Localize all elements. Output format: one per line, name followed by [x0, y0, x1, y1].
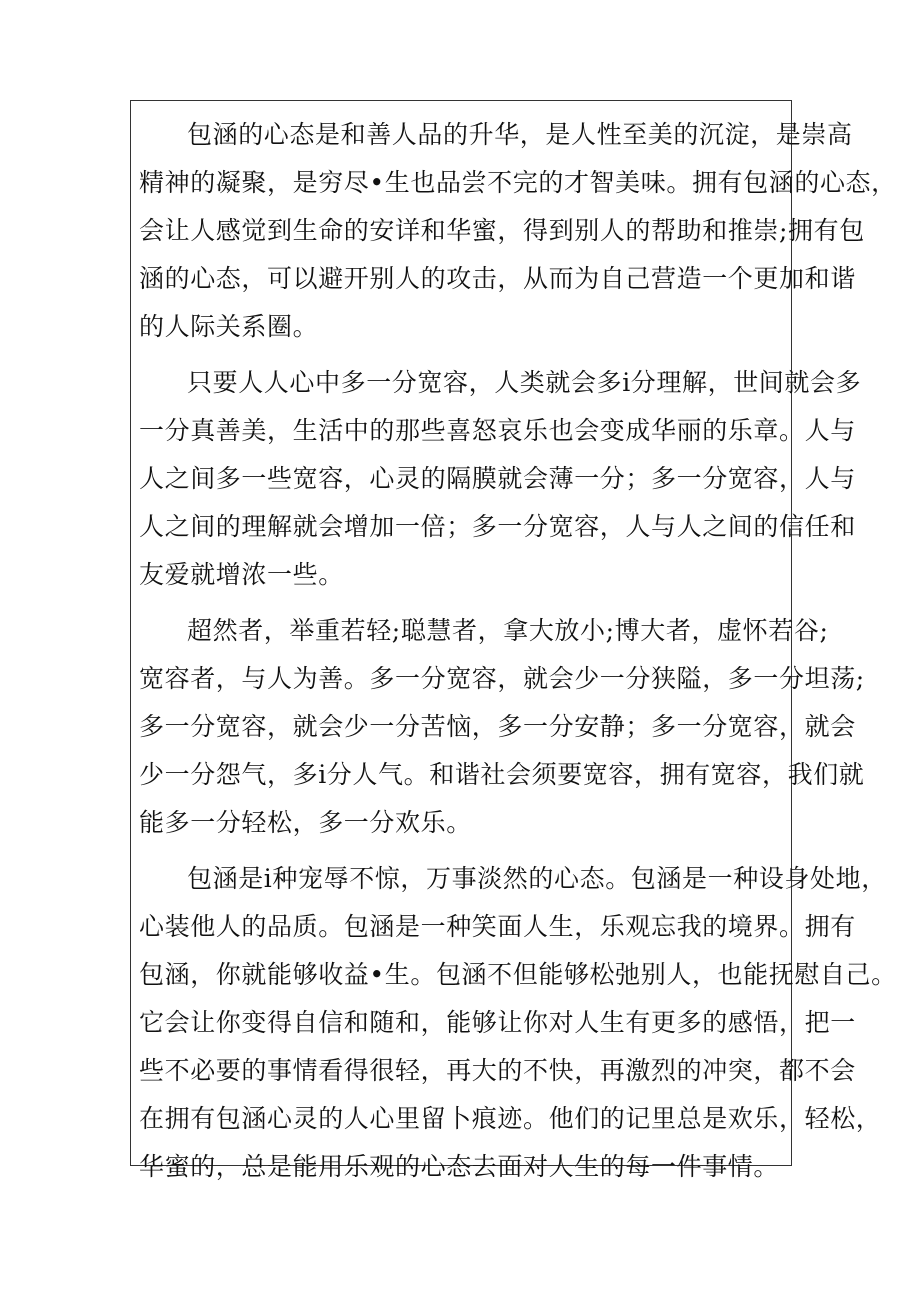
- paragraph-line: 包涵的心态是和善人品的升华，是人性至美的沉淀，是崇高: [187, 120, 853, 149]
- paragraph-line: 些不必要的事情看得很轻，再大的不快，再激烈的冲突，都不会: [139, 1056, 856, 1085]
- paragraph-line: 一分真善美，生活中的那些喜怒哀乐也会变成华丽的乐章。人与: [139, 416, 856, 445]
- paragraph-line: 它会让你变得自信和随和，能够让你对人生有更多的感悟，把一: [139, 1008, 856, 1037]
- paragraph-line: 友爱就增浓一些。: [139, 560, 344, 589]
- paragraph-line: 精神的凝聚，是穷尽•生也品尝不完的才智美味。拥有包涵的心态，: [139, 168, 897, 197]
- paragraph-line: 人之间的理解就会增加一倍；多一分宽容，人与人之间的信任和: [139, 512, 856, 541]
- paragraph-line: 宽容者，与人为善。多一分宽容，就会少一分狭隘，多一分坦荡;: [139, 664, 865, 693]
- paragraph-line: 包涵，你就能够收益•生。包涵不但能够松弛别人，也能抚慰自己。: [139, 960, 897, 989]
- paragraph-line: 多一分宽容，就会少一分苦恼，多一分安静；多一分宽容，就会: [139, 712, 856, 741]
- document-body: [139, 111, 897, 1199]
- paragraph-line: 包涵是i种宠辱不惊，万事淡然的心态。包涵是一种设身处地，: [187, 864, 887, 893]
- paragraph-line: 能多一分轻松，多一分欢乐。: [139, 808, 472, 837]
- paragraph-line: 华蜜的，总是能用乐观的心态去面对人生的每一件事情。: [139, 1152, 780, 1181]
- paragraph-line: 涵的心态，可以避开别人的攻击，从而为自己营造一个更加和谐: [139, 264, 856, 293]
- text-frame: [130, 100, 897, 1181]
- paragraph-line: 心装他人的品质。包涵是一种笑面人生，乐观忘我的境界。拥有: [139, 912, 856, 941]
- paragraph-line: 的人际关系圈。: [139, 312, 319, 341]
- paragraph-line: 会让人感觉到生命的安详和华蜜，得到别人的帮助和推崇;拥有包: [139, 216, 865, 245]
- paragraph-line: 超然者，举重若轻;聪慧者，拿大放小;博大者，虚怀若谷;: [187, 616, 829, 645]
- paragraph-3: [139, 607, 865, 847]
- paragraph-line: 只要人人心中多一分宽容，人类就会多i分理解，世间就会多: [187, 368, 862, 397]
- paragraph-2: [139, 359, 862, 599]
- paragraph-4: [139, 855, 897, 1191]
- paragraph-line: 人之间多一些宽容，心灵的隔膜就会薄一分；多一分宽容，人与: [139, 464, 856, 493]
- paragraph-1: [139, 111, 897, 351]
- paragraph-line: 在拥有包涵心灵的人心里留卜痕迹。他们的记里总是欢乐，轻松，: [139, 1104, 882, 1133]
- paragraph-line: 少一分怨气，多i分人气。和谐社会须要宽容，拥有宽容，我们就: [139, 760, 865, 789]
